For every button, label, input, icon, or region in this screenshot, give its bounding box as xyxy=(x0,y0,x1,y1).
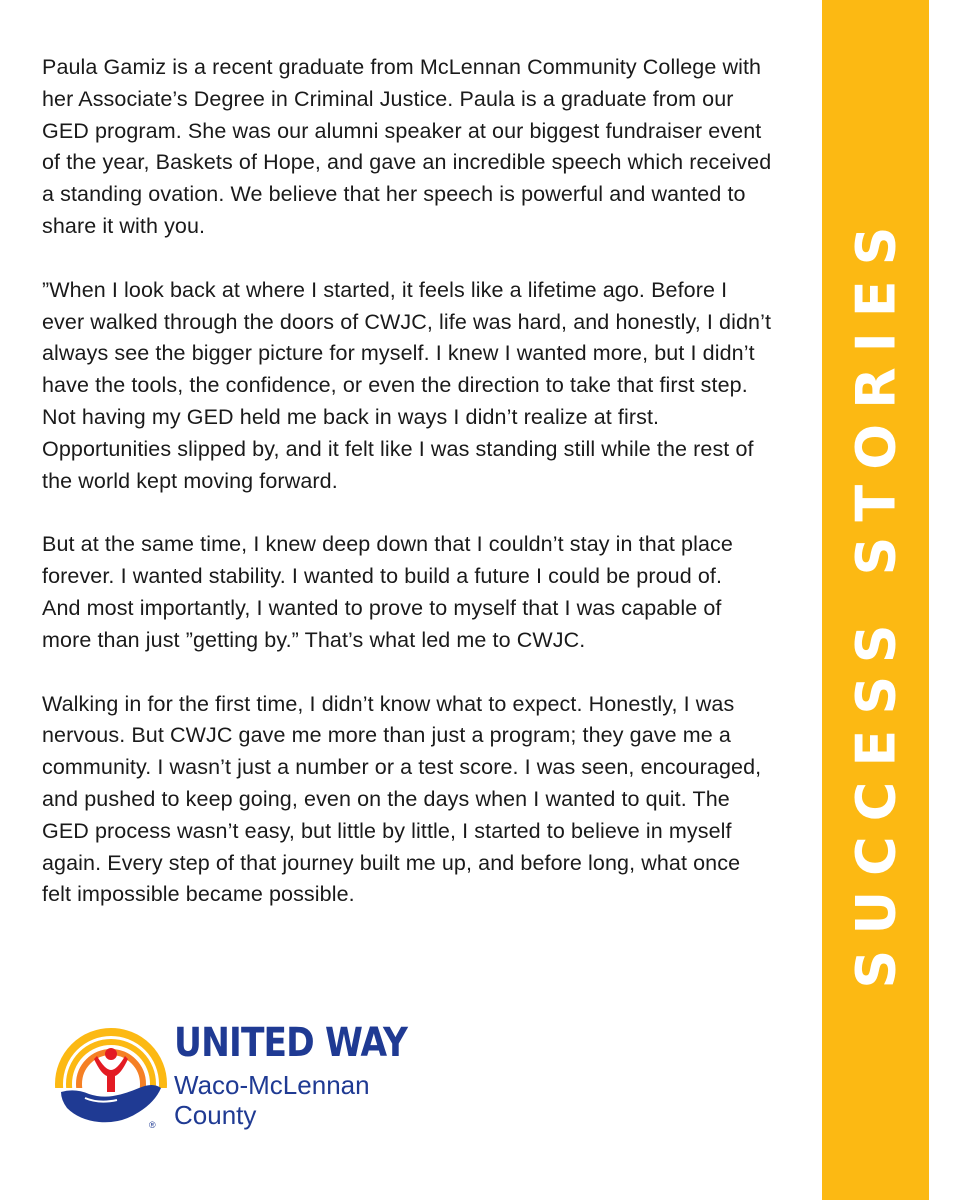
quote-paragraph-3: Walking in for the first time, I didn’t know what to expect. Honestly, I was nervous. But CWJC gave me more than just a program; they gave me a community. I wasn’t just a number or a test score. I was seen, encouraged, and pushed to keep going, even on the days when I wanted to quit. The GED process wasn’t easy, but little by little, I started to believe in myself again. Every step of that journey built me up, and before long, what once felt impossible became possible. xyxy=(42,691,762,907)
logo-subtitle xyxy=(174,1070,370,1130)
united-way-logo xyxy=(55,1018,408,1138)
banner-title: SUCCESS STORIES xyxy=(844,211,907,989)
success-stories-banner xyxy=(822,0,929,1200)
quote-paragraph-2: But at the same time, I knew deep down that I couldn’t stay in that place forever. I wanted stability. I wanted to build a future I could be proud of. And most importantly, I wanted to prove to myself that I was capable of more than just ”getting by.” That’s what led me to CWJC. xyxy=(42,532,733,652)
logo-subtitle-line-1: Waco-McLennan xyxy=(174,1070,370,1100)
registered-mark: ® xyxy=(149,1120,156,1130)
story-body xyxy=(42,52,802,943)
logo-subtitle-line-2: County xyxy=(174,1100,257,1130)
united-way-hand-icon xyxy=(55,1018,167,1130)
logo-title: UNITED WAY xyxy=(174,1020,408,1066)
intro-paragraph: Paula Gamiz is a recent graduate from McLennan Community College with her Associate’s Degree in Criminal Justice. Paula is a graduate from our GED program. She was our alumni speaker at our biggest fundraiser event of the year, Baskets of Hope, and gave an incredible speech which received a standing ovation. We believe that her speech is powerful and wanted to share it with you. xyxy=(42,55,772,238)
quote-paragraph-1: ”When I look back at where I started, it feels like a lifetime ago. Before I ever walked through the doors of CWJC, life was hard, and honestly, I didn’t always see the bigger picture for myself. I knew I wanted more, but I didn’t have the tools, the confidence, or even the direction to take that first step. Not having my GED held me back in ways I didn’t realize at first. Opportunities slipped by, and it felt like I was standing still while the rest of the world kept moving forward. xyxy=(42,277,772,493)
